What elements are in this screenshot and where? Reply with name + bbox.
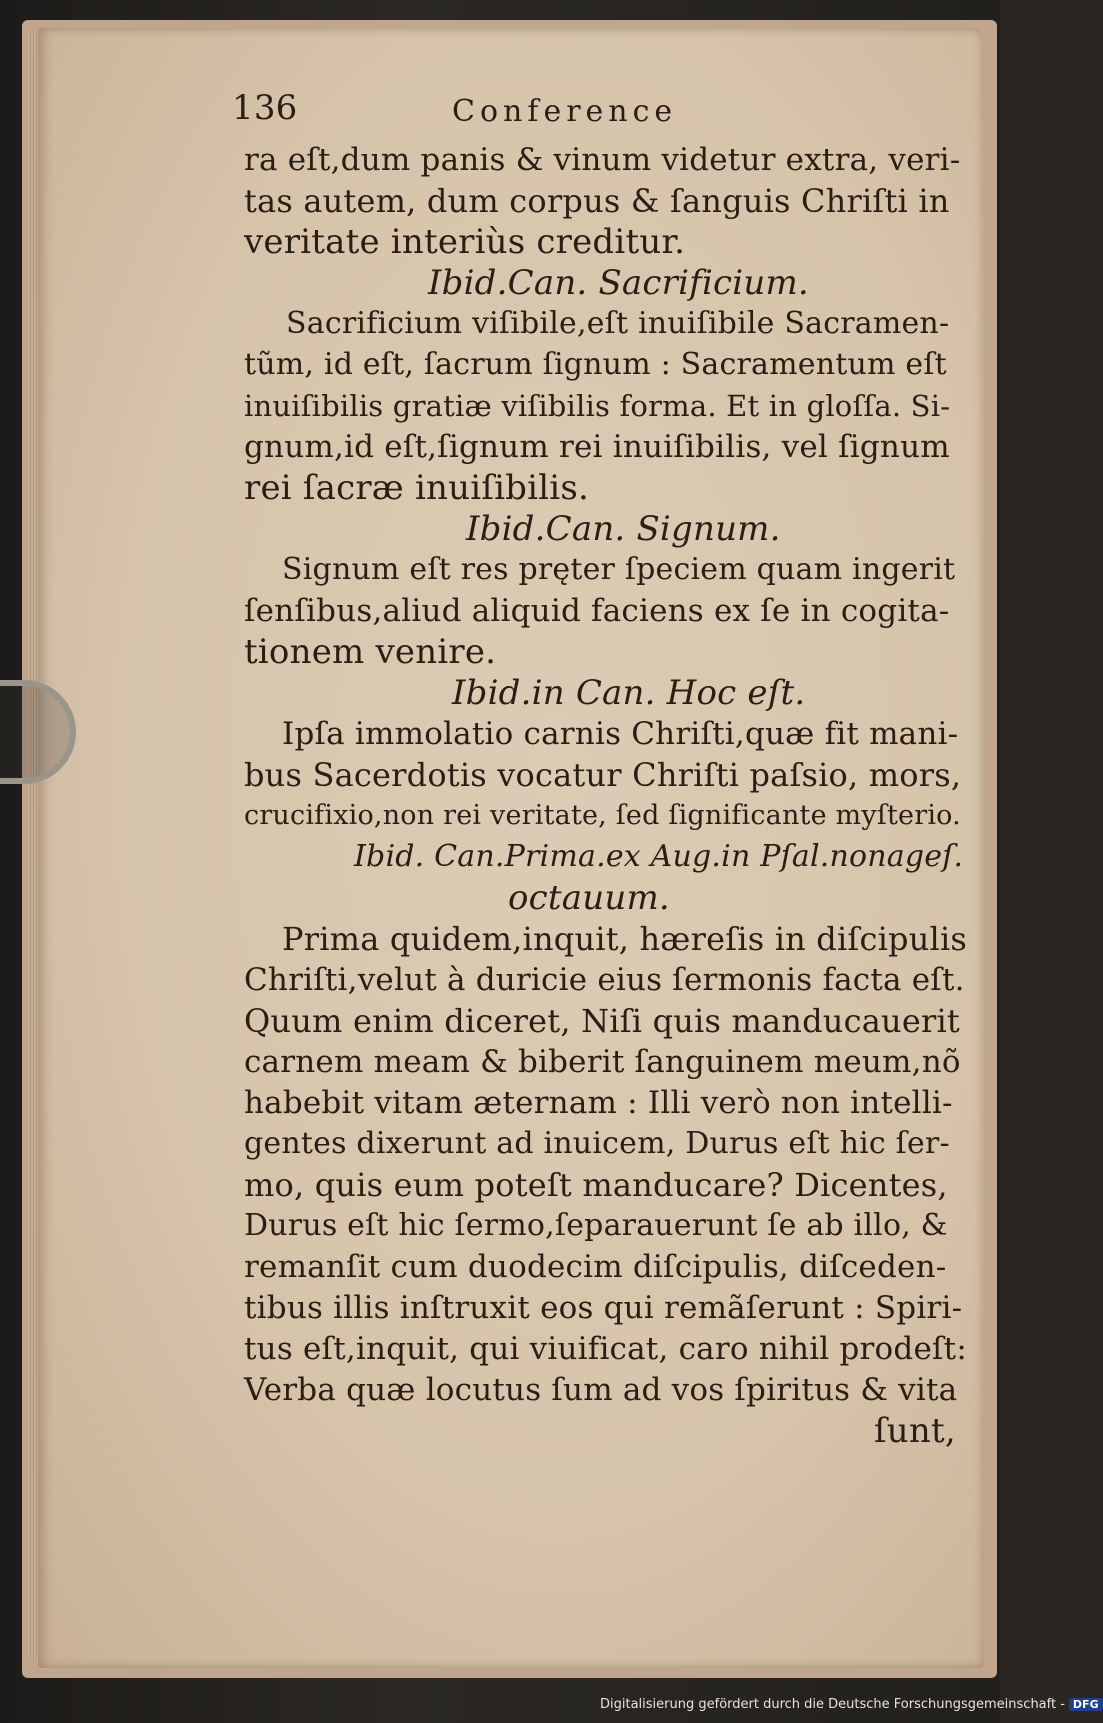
running-head: Conference <box>452 94 678 129</box>
text-line: inuiſibilis gratiæ viſibilis forma. Et in gloſſa. Si- <box>244 389 951 423</box>
text-line: veritate interiùs creditur. <box>244 222 686 262</box>
text-line: tas autem, dum corpus & ſanguis Chriſti in <box>244 182 950 220</box>
text-line: carnem meam & biberit ſanguinem meum,nõ <box>244 1044 961 1080</box>
text-line: crucifixio,non rei veritate, ſed ſignificante myſterio. <box>244 800 961 831</box>
text-line: Signum eſt res pręter ſpeciem quam ingerit <box>282 552 956 587</box>
section-heading: Ibid. Can.Prima.ex Aug.in Pſal.nonageſ. <box>354 839 964 874</box>
text-line: remanſit cum duodecim diſcipulis, diſceden- <box>244 1249 947 1285</box>
section-heading: Ibid.Can. Signum. <box>466 509 781 549</box>
page-number: 136 <box>232 88 298 128</box>
text-line: rei ſacræ inuiſibilis. <box>244 468 590 508</box>
text-line: bus Sacerdotis vocatur Chriſti paſsio, mors, <box>244 756 962 794</box>
text-line: Durus eſt hic ſermo,ſeparauerunt ſe ab illo, & <box>244 1208 948 1243</box>
digitization-credit <box>600 1697 1099 1719</box>
text-line: Sacrificium viſibile,eſt inuiſibile Sacramen- <box>286 306 950 341</box>
text-line: tionem venire. <box>244 632 497 672</box>
text-line: habebit vitam æternam : Illi verò non intelli- <box>244 1085 953 1121</box>
text-line: Verba quæ locutus ſum ad vos ſpiritus & vita <box>244 1372 958 1408</box>
text-line: Quum enim diceret, Niſi quis manducauerit <box>244 1002 960 1040</box>
credit-text: Digitalisierung gefördert durch die Deutsche Forschungsgemeinschaft - <box>600 1697 1065 1712</box>
text-line: Ipſa immolatio carnis Chriſti,quæ fit mani- <box>282 716 959 752</box>
section-heading: Ibid.Can. Sacrificium. <box>428 263 809 303</box>
section-heading: Ibid.in Can. Hoc eſt. <box>452 673 806 713</box>
text-line: tus eſt,inquit, qui viuificat, caro nihil prodeſt: <box>244 1331 967 1367</box>
text-line: gentes dixerunt ad inuicem, Durus eſt hic ſer- <box>244 1126 950 1161</box>
text-line: Chriſti,velut à duricie eius ſermonis facta eſt. <box>244 962 965 998</box>
section-heading: octauum. <box>508 878 670 918</box>
catchword: ſunt, <box>874 1411 956 1451</box>
text-line: gnum,id eſt,ſignum rei inuiſibilis, vel ſignum <box>244 429 950 465</box>
text-line: tũm, id eſt, ſacrum ſignum : Sacramentum eſt <box>244 347 947 382</box>
text-line: ſenſibus,aliud aliquid faciens ex ſe in cogita- <box>244 593 950 629</box>
text-line: tibus illis inſtruxit eos qui remãſerunt : Spiri- <box>244 1290 963 1326</box>
text-line: Prima quidem,inquit, hæreſis in diſcipulis <box>282 920 968 958</box>
dfg-logo: DFG <box>1069 1698 1103 1711</box>
text-line: ra eſt,dum panis & vinum videtur extra, veri- <box>244 142 961 178</box>
text-line: mo, quis eum poteſt manducare? Dicentes, <box>244 1166 948 1204</box>
